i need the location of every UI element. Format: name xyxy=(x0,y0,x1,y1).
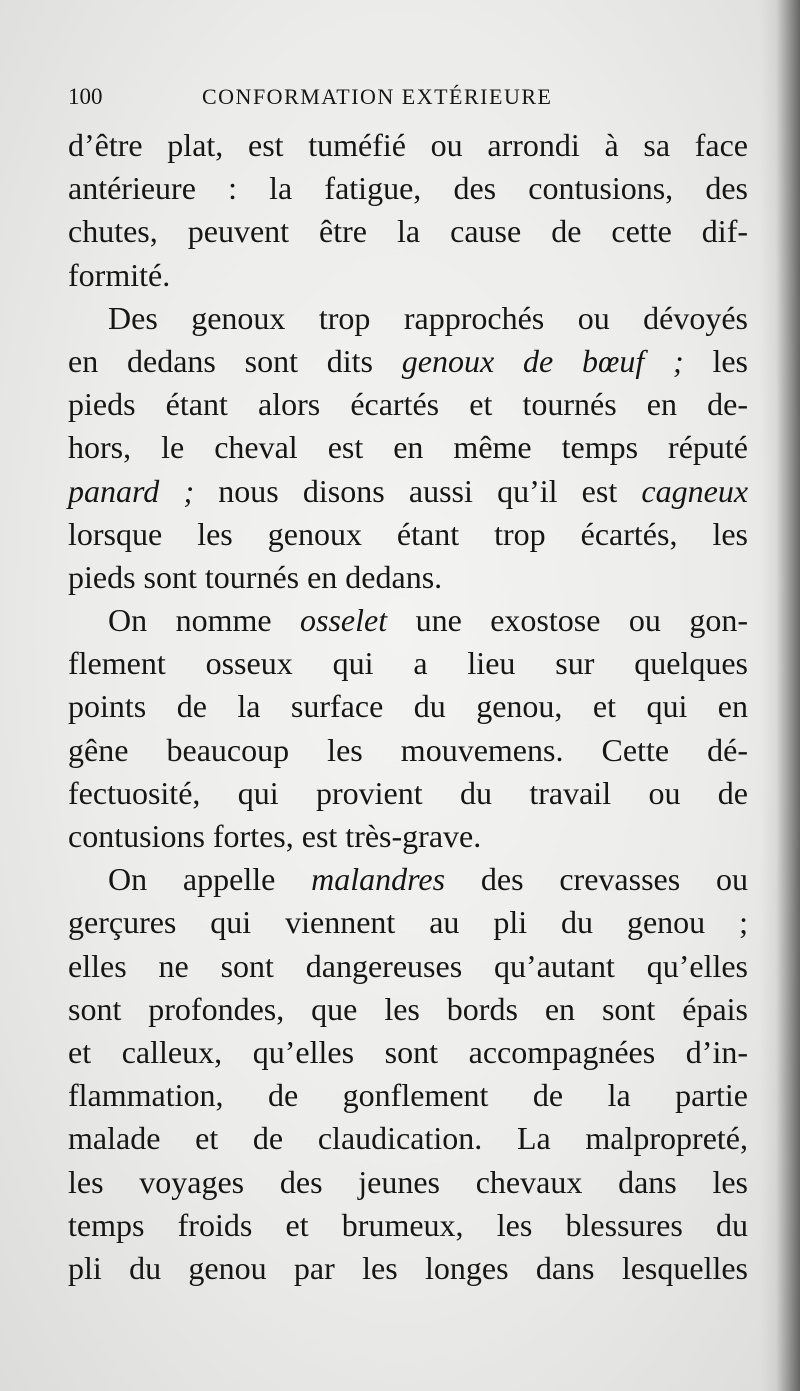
text-run: formité. xyxy=(68,256,171,293)
text-line xyxy=(68,901,748,944)
text-line xyxy=(68,1117,748,1160)
text-line xyxy=(68,1204,748,1247)
text-line xyxy=(68,685,748,728)
text-run: d’être plat, est tuméfié ou arrondi à sa face xyxy=(68,127,748,163)
page-number: 100 xyxy=(68,84,103,109)
text-line xyxy=(68,297,748,340)
text-run: elles ne sont dangereuses qu’autant qu’elles xyxy=(68,947,748,984)
text-line xyxy=(68,210,748,253)
page-header xyxy=(68,84,728,124)
text-line xyxy=(68,254,748,297)
running-title: CONFORMATION EXTÉRIEURE xyxy=(202,84,553,109)
text-line xyxy=(68,470,748,513)
text-line xyxy=(68,1031,748,1074)
italic-term: genoux de bœuf ; xyxy=(401,342,684,379)
text-run: sont profondes, que les bords en sont épais xyxy=(68,990,748,1027)
text-run: On appelle xyxy=(108,861,312,898)
text-run: Des genoux trop rapprochés ou dévoyés xyxy=(108,299,748,336)
text-line xyxy=(68,1074,748,1117)
text-run: flammation, de gonflement de la partie xyxy=(68,1077,748,1114)
text-run: et calleux, qu’elles sont accompagnées d’in- xyxy=(68,1033,748,1070)
text-run: gêne beaucoup les mouvemens. Cette dé- xyxy=(68,731,748,768)
text-line xyxy=(68,772,748,815)
text-run: gerçures qui viennent au pli du genou ; xyxy=(68,904,748,941)
text-run: fectuosité, qui provient du travail ou de xyxy=(68,774,748,811)
text-run: chutes, peuvent être la cause de cette dif- xyxy=(68,213,748,250)
text-run: en dedans sont dits xyxy=(68,342,402,379)
text-line xyxy=(68,729,748,772)
text-line xyxy=(68,815,748,858)
page-gutter-shadow xyxy=(760,0,800,1391)
text-line xyxy=(68,383,748,426)
body-text xyxy=(68,124,748,1290)
italic-term: panard ; xyxy=(68,472,195,509)
text-line xyxy=(68,1161,748,1204)
text-run: les xyxy=(683,342,749,379)
italic-term: malandres xyxy=(311,861,446,898)
text-line xyxy=(68,945,748,988)
text-line xyxy=(68,426,748,469)
text-line xyxy=(68,513,748,556)
text-run: une exostose ou gon- xyxy=(387,602,749,639)
text-line xyxy=(68,988,748,1031)
italic-term: cagneux xyxy=(641,472,749,509)
text-run: nous disons aussi qu’il est xyxy=(194,472,642,509)
text-run: des crevasses ou xyxy=(445,861,749,898)
text-run: temps froids et brumeux, les blessures du xyxy=(68,1206,748,1243)
text-run: pieds sont tournés en dedans. xyxy=(68,558,443,595)
text-run: points de la surface du genou, et qui en xyxy=(68,688,748,725)
text-run: On nomme xyxy=(108,602,301,639)
text-line xyxy=(68,167,748,210)
text-run: flement osseux qui a lieu sur quelques xyxy=(68,645,748,682)
italic-term: osselet xyxy=(300,602,388,639)
text-line xyxy=(68,124,748,167)
text-line xyxy=(68,642,748,685)
text-run: hors, le cheval est en même temps réputé xyxy=(68,429,748,466)
text-run: malade et de claudication. La malpropreté, xyxy=(68,1120,748,1157)
text-run: pli du genou par les longes dans lesquelles xyxy=(68,1249,748,1286)
text-line xyxy=(68,340,748,383)
text-run: contusions fortes, est très-grave. xyxy=(68,818,482,854)
text-line xyxy=(68,1247,748,1290)
text-line xyxy=(68,599,748,642)
text-line xyxy=(68,858,748,901)
text-run: antérieure : la fatigue, des contusions, des xyxy=(68,170,748,207)
text-run: lorsque les genoux étant trop écartés, les xyxy=(68,515,748,552)
text-line xyxy=(68,556,748,599)
text-run: pieds étant alors écartés et tournés en de- xyxy=(68,386,748,423)
text-run: les voyages des jeunes chevaux dans les xyxy=(68,1163,748,1200)
